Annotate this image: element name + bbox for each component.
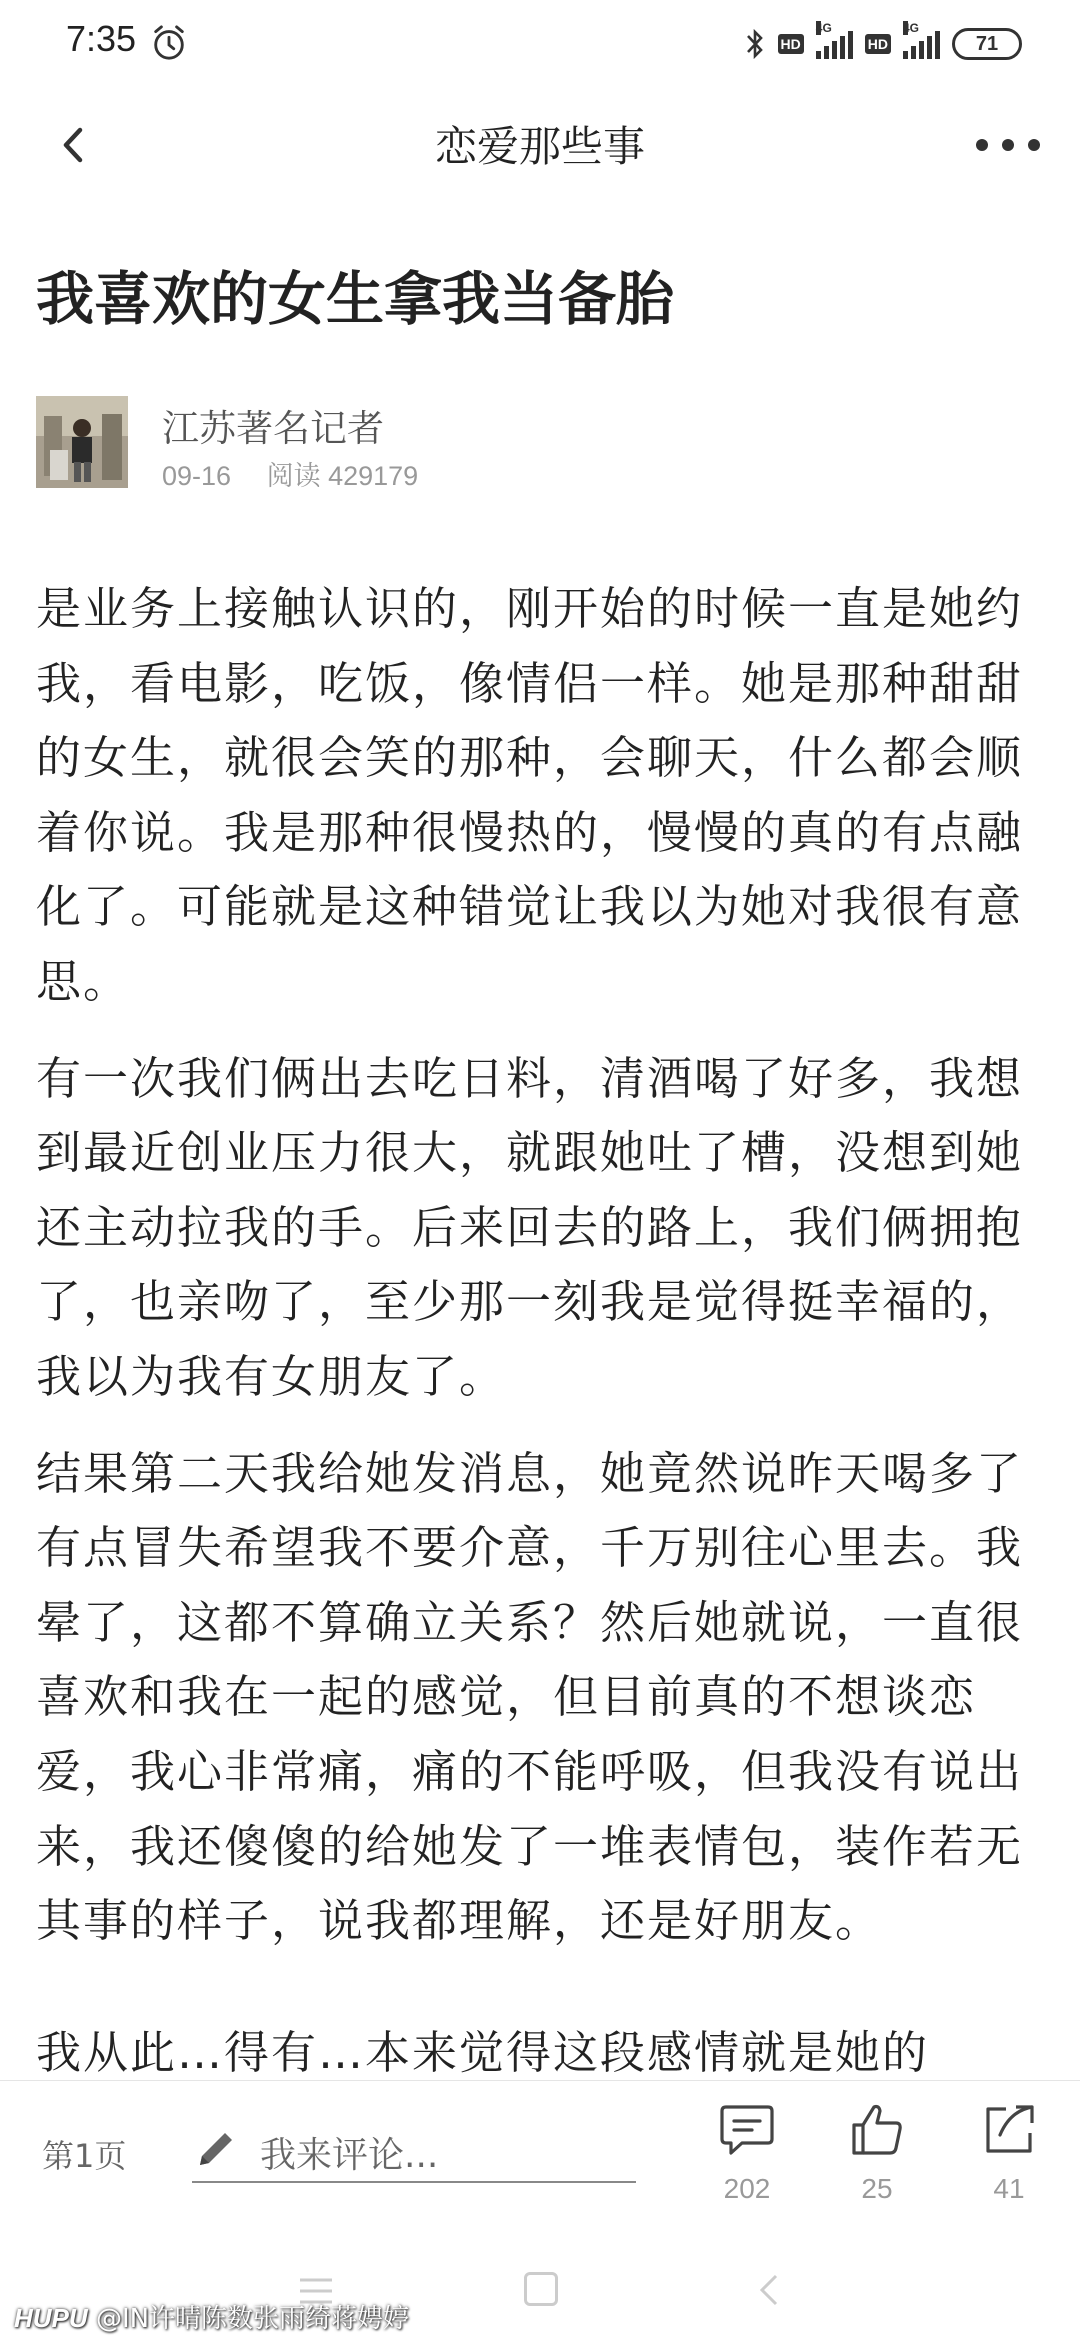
comments-button[interactable] xyxy=(692,2101,802,2205)
paragraph: 是业务上接触认识的，刚开始的时候一直是她约我，看电影，吃饭，像情侣一样。她是那种甜甜的女生，就很会笑的那种，会聊天，什么都会顺着你说。我是那种很慢热的，慢慢的真的有点融化了。可能就是这种错觉让我以为她对我很有意思。 xyxy=(36,582,1024,1008)
hd-badge: HD xyxy=(865,34,891,54)
battery-level: 71 xyxy=(975,32,999,55)
page-title: 恋爱那些事 xyxy=(434,122,645,171)
author-name[interactable]: 江苏著名记者 xyxy=(162,407,384,450)
watermark-text: @IN许晴陈数张雨绮蒋娉婷 xyxy=(95,2304,410,2334)
signal-strength-icon xyxy=(815,21,853,59)
thumbs-up-icon xyxy=(848,2101,906,2159)
home-button[interactable] xyxy=(524,2272,558,2306)
article-title: 我喜欢的女生拿我当备胎 xyxy=(36,265,675,333)
more-dots-icon xyxy=(976,139,988,151)
comment-placeholder: 我来评论... xyxy=(260,2135,439,2176)
network-type-label: 4G xyxy=(815,21,832,35)
page-indicator[interactable]: 第1页 xyxy=(42,2137,127,2175)
status-time: 7:35 xyxy=(66,18,137,59)
comment-input[interactable] xyxy=(192,2117,636,2183)
avatar-photo xyxy=(36,396,128,488)
comment-bubble-icon xyxy=(718,2101,776,2159)
share-icon xyxy=(980,2101,1038,2159)
status-bar xyxy=(0,0,1080,90)
like-button[interactable] xyxy=(822,2101,932,2205)
avatar[interactable] xyxy=(36,396,128,488)
post-date: 09-16 xyxy=(162,461,232,491)
share-button[interactable] xyxy=(954,2101,1064,2205)
bluetooth-icon xyxy=(744,27,766,61)
hd-badge: HD xyxy=(778,34,804,54)
watermark xyxy=(14,2298,409,2335)
shares-count: 41 xyxy=(993,2173,1025,2204)
view-count: 阅读 429179 xyxy=(266,461,419,491)
article-body xyxy=(36,572,1046,1981)
watermark-brand: HUPU xyxy=(14,2303,88,2333)
likes-count: 25 xyxy=(861,2173,893,2204)
bottom-action-bar xyxy=(0,2080,1080,2260)
signal-strength-icon xyxy=(903,21,940,59)
top-navigation-bar xyxy=(0,100,1080,190)
comments-count: 202 xyxy=(723,2173,771,2204)
paragraph-cut-line: 我从此…得有…本来觉得这段感情就是她的 xyxy=(36,2026,930,2079)
paragraph: 有一次我们俩出去吃日料，清酒喝了好多，我想到最近创业压力很大，就跟她吐了槽，没想到她还主动拉我的手。后来回去的路上，我们俩拥抱了，也亲吻了，至少那一刻我是觉得挺幸福的，我以为我有女朋友了。 xyxy=(36,1051,1024,1403)
alarm-icon xyxy=(150,24,188,62)
battery-indicator xyxy=(952,28,1022,60)
partially-hidden-paragraph xyxy=(36,2026,1046,2080)
author-info xyxy=(36,396,936,491)
more-options-button[interactable] xyxy=(976,128,1040,162)
paragraph: 结果第二天我给她发消息，她竟然说昨天喝多了有点冒失希望我不要介意，千万别往心里去。我晕了，这都不算确立关系？然后她就说，一直很喜欢和我在一起的感觉，但目前真的不想谈恋爱，我心非常痛，痛的不能呼吸，但我没有说出来，我还傻傻的给她发了一堆表情包，装作若无其事的样子，说我都理解，还是好朋友。 xyxy=(36,1446,1024,1948)
status-indicators xyxy=(744,21,1022,64)
post-meta xyxy=(162,454,418,493)
pencil-icon xyxy=(192,2125,240,2173)
network-type-label: 4G xyxy=(903,21,920,35)
more-dots-icon xyxy=(1028,139,1040,151)
more-dots-icon xyxy=(1002,139,1014,151)
system-back-icon[interactable] xyxy=(754,2272,784,2308)
